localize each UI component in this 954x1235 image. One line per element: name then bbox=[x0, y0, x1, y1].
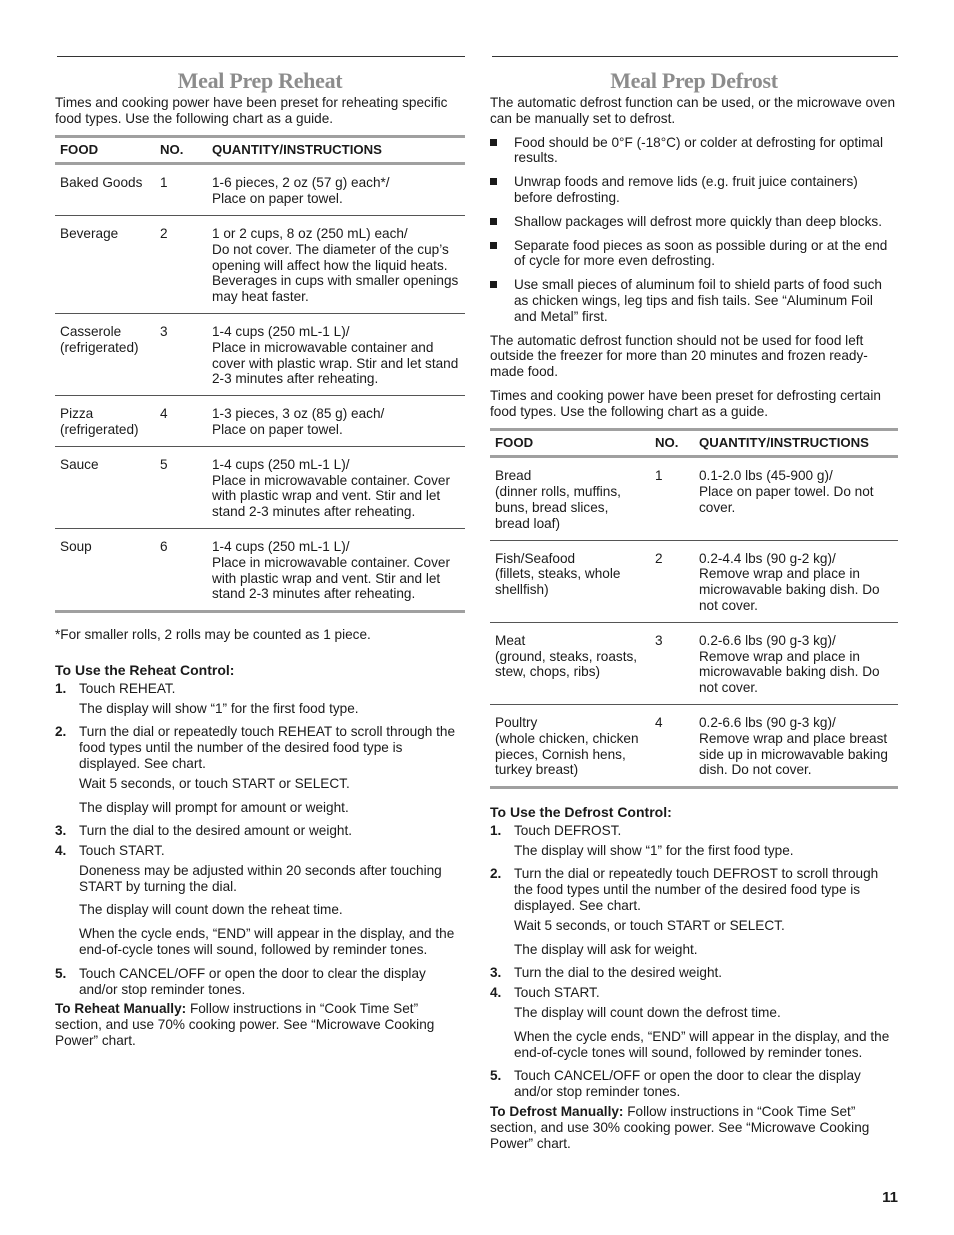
bullet-text: Separate food pieces as soon as possible during or at the end of cycle for more even defrosting. bbox=[514, 237, 888, 269]
food-cell bbox=[490, 622, 650, 704]
reheat-table bbox=[55, 135, 465, 614]
table-row bbox=[55, 313, 465, 395]
step-detail: The display will show “1” for the first food type. bbox=[79, 700, 359, 716]
page-number: 11 bbox=[882, 1189, 898, 1206]
bullet-item bbox=[490, 238, 898, 270]
food-cell bbox=[55, 446, 155, 528]
step-text: Turn the dial to the desired weight. bbox=[514, 965, 723, 981]
instruction-text: Place on paper towel. bbox=[212, 421, 343, 437]
number-cell: 2 bbox=[155, 215, 207, 313]
step-text: Touch CANCEL/OFF or open the door to clear the display and/or stop reminder tones. bbox=[79, 965, 426, 997]
step-text: Touch START. bbox=[79, 843, 165, 859]
step-text: Touch CANCEL/OFF or open the door to clear the display and/or stop reminder tones. bbox=[514, 1068, 861, 1100]
instruction-text: Place on paper towel. Do not cover. bbox=[699, 484, 874, 515]
instructions-cell bbox=[694, 704, 898, 787]
number-cell: 1 bbox=[155, 164, 207, 216]
table-row bbox=[55, 215, 465, 313]
reheat-manual bbox=[55, 1001, 465, 1048]
step-detail: The display will prompt for amount or weight. bbox=[79, 799, 349, 815]
food-cell bbox=[55, 313, 155, 395]
instruction-text: 1-4 cups (250 mL-1 L)/ bbox=[212, 538, 350, 554]
food-text: (dinner rolls, muffins, buns, bread slices, bread loaf) bbox=[495, 484, 621, 531]
bullet-text: Unwrap foods and remove lids (e.g. fruit juice containers) before defrosting. bbox=[514, 174, 858, 205]
step-text: Touch START. bbox=[514, 985, 600, 1001]
top-rule bbox=[492, 56, 898, 57]
table-row bbox=[55, 396, 465, 447]
defrost-title: Meal Prep Defrost bbox=[610, 68, 778, 93]
step-detail: When the cycle ends, “END” will appear in the display, and the end-of-cycle tones will sound, followed by reminder tones. bbox=[514, 1028, 890, 1060]
square-bullet-icon bbox=[490, 139, 497, 146]
bullet-item bbox=[490, 135, 898, 167]
step-detail: The display will count down the reheat time. bbox=[79, 902, 343, 918]
step-item bbox=[55, 966, 465, 998]
square-bullet-icon bbox=[490, 281, 497, 288]
food-cell bbox=[490, 457, 650, 540]
defrost-intro: The automatic defrost function can be used, or the microwave oven can be manually set to defrost. bbox=[490, 95, 896, 126]
col-header-food: FOOD bbox=[490, 429, 650, 457]
instruction-text: 1-3 pieces, 3 oz (85 g) each/ bbox=[212, 406, 385, 422]
defrost-bullets bbox=[490, 135, 898, 325]
reheat-control-heading: To Use the Reheat Control: bbox=[55, 661, 235, 678]
step-detail: Wait 5 seconds, or touch START or SELECT. bbox=[79, 775, 350, 791]
step-item bbox=[490, 985, 898, 1060]
defrost-manual-text: Follow instructions in “Cook Time Set” section, and use 30% cooking power. See “Microwave Cooking Power” chart. bbox=[490, 1104, 870, 1151]
food-cell bbox=[490, 704, 650, 787]
step-details bbox=[79, 863, 465, 958]
step-text: Touch REHEAT. bbox=[79, 680, 176, 696]
reheat-footnote: *For smaller rolls, 2 rolls may be counted as 1 piece. bbox=[55, 627, 371, 643]
table-row bbox=[490, 704, 898, 787]
instructions-cell bbox=[694, 540, 898, 622]
step-item bbox=[490, 823, 898, 859]
reheat-steps bbox=[55, 681, 465, 998]
instructions-cell bbox=[207, 215, 465, 313]
step-number: 5. bbox=[55, 965, 67, 981]
col-header-instructions: QUANTITY/INSTRUCTIONS bbox=[694, 429, 898, 457]
instructions-cell bbox=[694, 457, 898, 540]
instruction-text: 0.2-6.6 lbs (90 g-3 kg)/ bbox=[699, 714, 836, 730]
bullet-item bbox=[490, 174, 898, 206]
instruction-text: 0.1-2.0 lbs (45-900 g)/ bbox=[699, 468, 833, 484]
food-cell bbox=[55, 396, 155, 447]
bullet-text: Shallow packages will defrost more quickly than deep blocks. bbox=[514, 213, 882, 229]
food-text: (refrigerated) bbox=[60, 421, 139, 437]
square-bullet-icon bbox=[490, 218, 497, 225]
defrost-column bbox=[490, 56, 898, 1159]
reheat-manual-label: To Reheat Manually: bbox=[55, 1001, 187, 1017]
step-number: 4. bbox=[55, 843, 67, 859]
food-cell bbox=[55, 164, 155, 216]
food-text: Pizza bbox=[60, 406, 94, 422]
col-header-food: FOOD bbox=[55, 136, 155, 164]
step-details bbox=[79, 776, 465, 816]
food-cell bbox=[55, 528, 155, 611]
instructions-cell bbox=[207, 396, 465, 447]
step-item bbox=[490, 1068, 898, 1100]
table-row bbox=[55, 164, 465, 216]
step-item bbox=[490, 866, 898, 957]
defrost-manual-label: To Defrost Manually: bbox=[490, 1104, 624, 1120]
step-number: 1. bbox=[490, 822, 502, 838]
food-cell bbox=[55, 215, 155, 313]
food-text: Beverage bbox=[60, 225, 119, 241]
number-cell: 2 bbox=[650, 540, 694, 622]
step-detail: The display will count down the defrost time. bbox=[514, 1005, 781, 1021]
step-item bbox=[55, 724, 465, 815]
step-number: 5. bbox=[490, 1068, 502, 1084]
step-details bbox=[514, 843, 898, 859]
reheat-table-body bbox=[55, 164, 465, 612]
food-text: (refrigerated) bbox=[60, 339, 139, 355]
defrost-para2: The automatic defrost function should not be used for food left outside the freezer for more than 20 minutes and frozen ready-made food. bbox=[490, 332, 868, 380]
instructions-cell bbox=[207, 313, 465, 395]
food-text: Poultry bbox=[495, 714, 538, 730]
instructions-cell bbox=[694, 622, 898, 704]
table-row bbox=[490, 540, 898, 622]
food-text: (fillets, steaks, whole shellfish) bbox=[495, 566, 621, 598]
bullet-text: Use small pieces of aluminum foil to shield parts of food such as chicken wings, leg tips and fish tails. See “Aluminum Foil and Metal” first. bbox=[514, 277, 882, 324]
step-number: 2. bbox=[55, 724, 67, 740]
defrost-table bbox=[490, 428, 898, 790]
bullet-text: Food should be 0°F (-18°C) or colder at defrosting for optimal results. bbox=[514, 134, 884, 166]
instruction-text: Place in microwavable container and cover with plastic wrap. Stir and let stand 2-3 minutes after reheating. bbox=[212, 339, 459, 387]
food-text: Bread bbox=[495, 468, 532, 484]
step-text: Turn the dial to the desired amount or weight. bbox=[79, 823, 353, 839]
instruction-text: 0.2-6.6 lbs (90 g-3 kg)/ bbox=[699, 632, 836, 648]
step-item bbox=[55, 843, 465, 958]
step-number: 3. bbox=[55, 823, 67, 839]
reheat-intro: Times and cooking power have been preset for reheating specific food types. Use the following chart as a guide. bbox=[55, 95, 448, 126]
step-detail: Doneness may be adjusted within 20 seconds after touching START by turning the dial. bbox=[79, 862, 442, 894]
number-cell: 3 bbox=[650, 622, 694, 704]
step-number: 1. bbox=[55, 680, 67, 696]
instruction-text: 1-4 cups (250 mL-1 L)/ bbox=[212, 456, 350, 472]
defrost-table-body bbox=[490, 457, 898, 788]
step-number: 2. bbox=[490, 866, 502, 882]
instruction-text: Place on paper towel. bbox=[212, 191, 343, 207]
instruction-text: Remove wrap and place in microwavable baking dish. Do not cover. bbox=[699, 648, 880, 696]
top-rule bbox=[57, 56, 465, 57]
number-cell: 5 bbox=[155, 446, 207, 528]
step-number: 4. bbox=[490, 985, 502, 1001]
step-item bbox=[55, 823, 465, 839]
defrost-control-heading: To Use the Defrost Control: bbox=[490, 804, 672, 821]
square-bullet-icon bbox=[490, 242, 497, 249]
step-item bbox=[55, 681, 465, 717]
instructions-cell bbox=[207, 164, 465, 216]
number-cell: 3 bbox=[155, 313, 207, 395]
instruction-text: 1-6 pieces, 2 oz (57 g) each*/ bbox=[212, 175, 390, 191]
reheat-title: Meal Prep Reheat bbox=[177, 68, 343, 93]
instruction-text: Place in microwavable container. Cover with plastic wrap and vent. Stir and let stand 2-3 minutes after reheating. bbox=[212, 472, 451, 520]
food-text: (ground, steaks, roasts, stew, chops, ribs) bbox=[495, 648, 638, 680]
reheat-manual-text: Follow instructions in “Cook Time Set” section, and use 70% cooking power. See “Microwave Cooking Power” chart. bbox=[55, 1001, 435, 1049]
step-details bbox=[514, 918, 898, 958]
number-cell: 6 bbox=[155, 528, 207, 611]
defrost-steps bbox=[490, 823, 898, 1100]
bullet-item bbox=[490, 277, 898, 324]
table-row bbox=[55, 528, 465, 611]
food-text: Sauce bbox=[60, 456, 99, 472]
instruction-text: Do not cover. The diameter of the cup’s opening will affect how the liquid heats. Beverages in cups with smaller openings may heat faster. bbox=[212, 241, 459, 305]
instruction-text: Place in microwavable container. Cover with plastic wrap and vent. Stir and let stand 2-3 minutes after reheating. bbox=[212, 554, 451, 602]
step-details bbox=[79, 701, 465, 717]
food-text: Soup bbox=[60, 538, 92, 554]
table-row bbox=[55, 446, 465, 528]
step-detail: Wait 5 seconds, or touch START or SELECT. bbox=[514, 917, 785, 933]
step-text: Turn the dial or repeatedly touch DEFROST to scroll through the food types until the number of the desired food type is displayed. See chart. bbox=[514, 866, 879, 914]
instruction-text: Remove wrap and place in microwavable baking dish. Do not cover. bbox=[699, 566, 880, 613]
table-row bbox=[490, 622, 898, 704]
step-number: 3. bbox=[490, 965, 502, 981]
col-header-no: NO. bbox=[650, 429, 694, 457]
number-cell: 1 bbox=[650, 457, 694, 540]
food-text: (whole chicken, chicken pieces, Cornish hens, turkey breast) bbox=[495, 730, 639, 778]
step-detail: When the cycle ends, “END” will appear in the display, and the end-of-cycle tones will sound, followed by reminder tones. bbox=[79, 926, 455, 958]
step-item bbox=[490, 965, 898, 981]
instruction-text: 1 or 2 cups, 8 oz (250 mL) each/ bbox=[212, 225, 408, 241]
step-text: Turn the dial or repeatedly touch REHEAT to scroll through the food types until the number of the desired food type is displayed. See chart. bbox=[79, 724, 456, 771]
square-bullet-icon bbox=[490, 178, 497, 185]
instructions-cell bbox=[207, 446, 465, 528]
food-text: Baked Goods bbox=[60, 175, 143, 191]
number-cell: 4 bbox=[155, 396, 207, 447]
bullet-item bbox=[490, 214, 898, 230]
instruction-text: 1-4 cups (250 mL-1 L)/ bbox=[212, 323, 350, 339]
step-details bbox=[514, 1005, 898, 1060]
food-text: Casserole bbox=[60, 323, 122, 339]
reheat-column bbox=[55, 56, 465, 1057]
step-text: Touch DEFROST. bbox=[514, 822, 622, 838]
food-text: Meat bbox=[495, 632, 526, 648]
number-cell: 4 bbox=[650, 704, 694, 787]
defrost-para3: Times and cooking power have been preset for defrosting certain food types. Use the following chart as a guide. bbox=[490, 387, 881, 419]
col-header-instructions: QUANTITY/INSTRUCTIONS bbox=[207, 136, 465, 164]
defrost-manual bbox=[490, 1104, 898, 1151]
col-header-no: NO. bbox=[155, 136, 207, 164]
instruction-text: Remove wrap and place breast side up in microwavable baking dish. Do not cover. bbox=[699, 730, 888, 778]
table-row bbox=[490, 457, 898, 540]
instructions-cell bbox=[207, 528, 465, 611]
instruction-text: 0.2-4.4 lbs (90 g-2 kg)/ bbox=[699, 550, 836, 566]
food-cell bbox=[490, 540, 650, 622]
step-detail: The display will show “1” for the first food type. bbox=[514, 842, 794, 858]
food-text: Fish/Seafood bbox=[495, 550, 576, 566]
step-detail: The display will ask for weight. bbox=[514, 941, 698, 957]
